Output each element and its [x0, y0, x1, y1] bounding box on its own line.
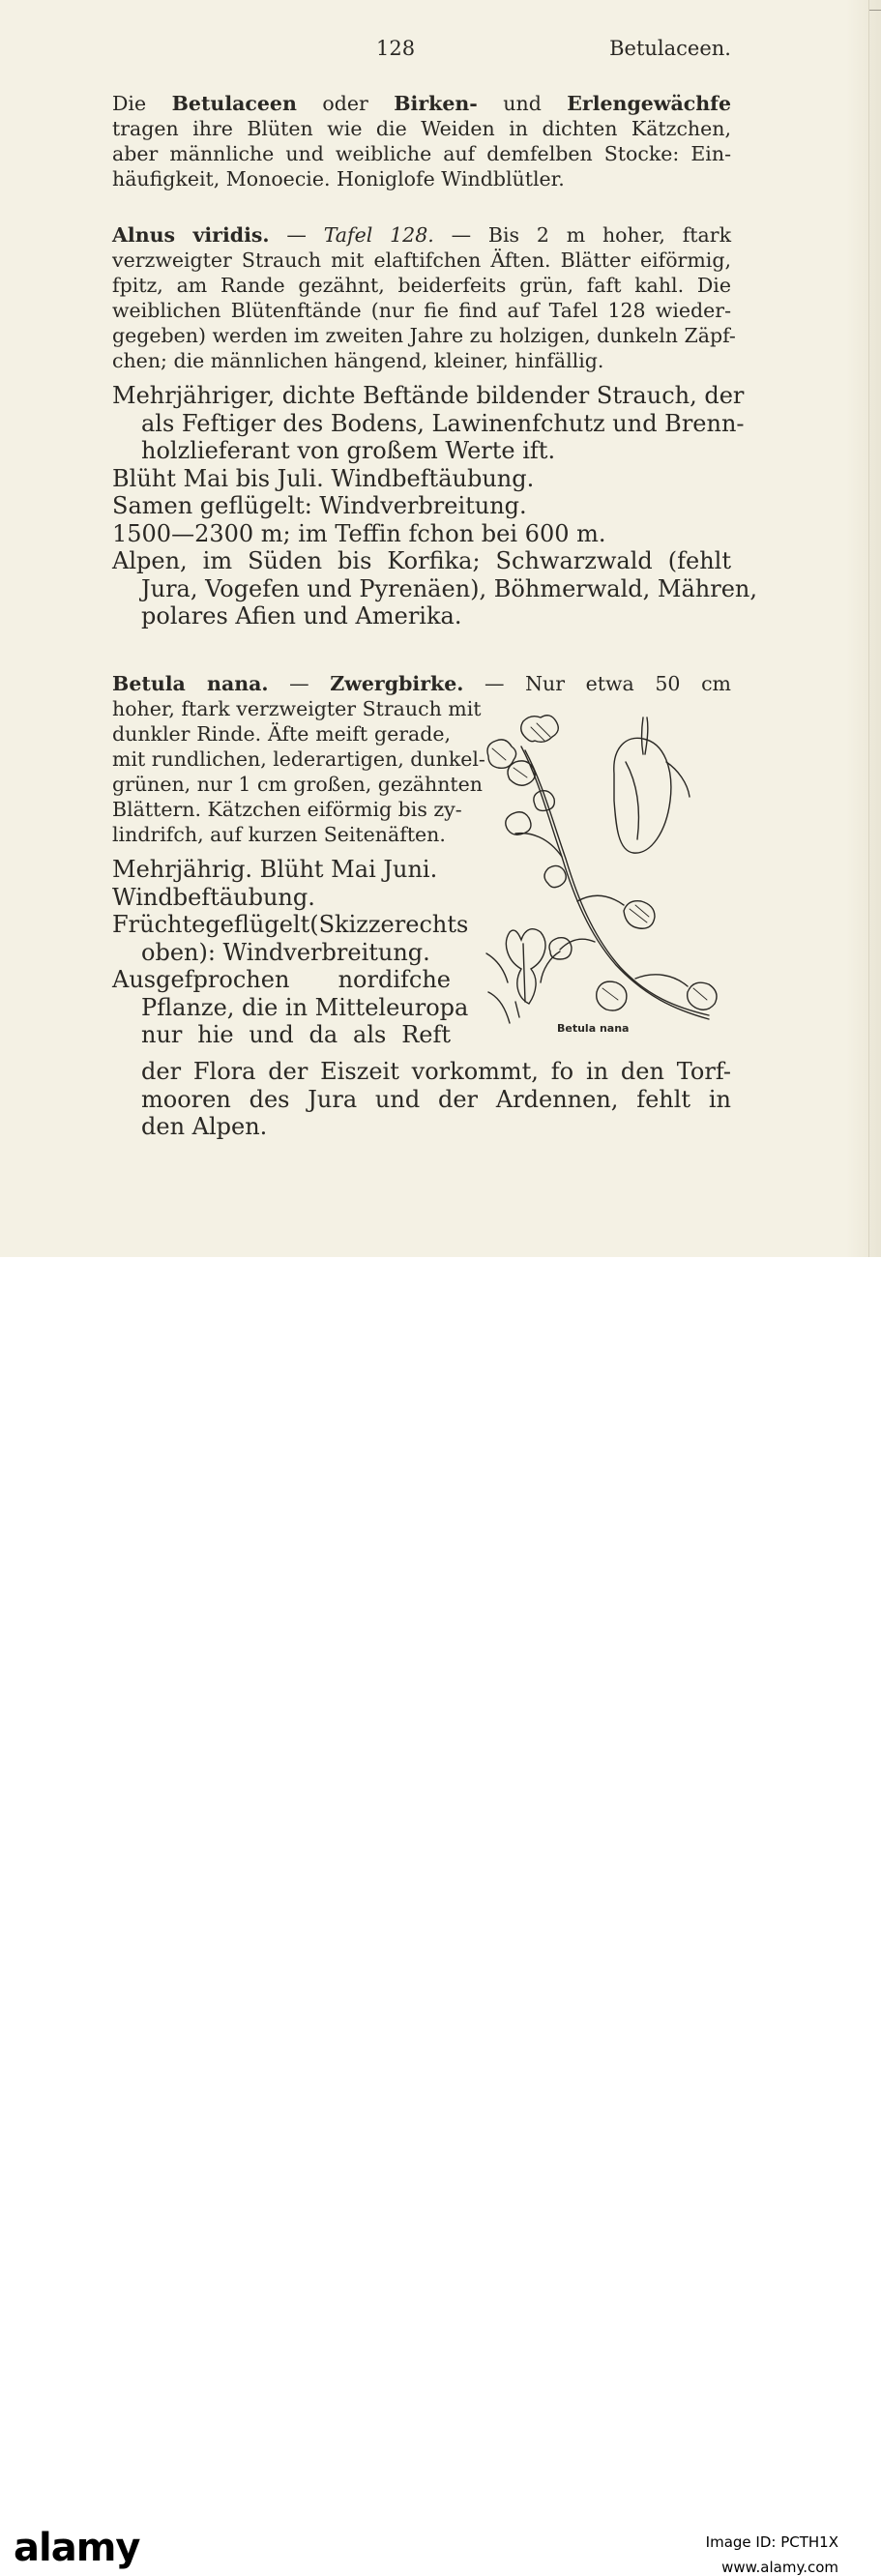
alnus-note-line: 1500—2300 m; im Teffin fchon bei 600 m. [112, 519, 606, 547]
scanned-page [0, 0, 881, 1257]
image-id: Image ID: PCTH1X [705, 2533, 838, 2551]
alnus-description [112, 222, 736, 373]
alnus-description-line: weiblichen Blütenftände (nur fie find auf Tafel 128 wieder- [112, 299, 731, 322]
betula-description-line: grünen, nur 1 cm großen, gezähnten [112, 773, 483, 796]
page-header [112, 37, 731, 66]
intro-line: Die Betulaceen oder Birken- und Erlengewächfe [112, 92, 731, 115]
watermark-url: www.alamy.com [721, 2559, 838, 2576]
alnus-note-line: Blüht Mai bis Juli. Windbeftäubung. [112, 464, 535, 492]
running-title: Betulaceen. [609, 37, 731, 60]
intro-line: häufigkeit, Monoecie. Honiglofe Windblütler. [112, 167, 565, 190]
intro-line: tragen ihre Blüten wie die Weiden in dichten Kätzchen, [112, 117, 731, 140]
alnus-notes [112, 382, 757, 630]
betula-heading-line: Betula nana. — Zwergbirke. — Nur etwa 50 cm [112, 672, 731, 695]
alnus-note-line: Alpen, im Süden bis Korfika; Schwarzwald (fehlt [112, 547, 731, 574]
alamy-logo: alamy [14, 2526, 140, 2570]
betula-note-line: Ausgefprochen nordifche [112, 966, 451, 993]
betula-description-line: hoher, ftark verzweigter Strauch mit [112, 697, 482, 720]
intro-line: aber männliche und weibliche auf demfelben Stocke: Ein- [112, 142, 731, 165]
betula-note-line: oben): Windverbreitung. [141, 938, 430, 966]
betula-description-line: Blättern. Kätzchen eiförmig bis zy- [112, 798, 462, 821]
betula-notes [112, 856, 469, 1049]
betula-description [112, 696, 485, 847]
alnus-note-line: holzlieferant von großem Werte ift. [141, 437, 556, 464]
betula-note-line: nur hie und da als Reft [141, 1021, 451, 1048]
alnus-description-line: Alnus viridis. — Tafel 128. — Bis 2 m hoher, ftark [112, 223, 731, 247]
alnus-description-line: fpitz, am Rande gezähnt, beiderfeits grün, faft kahl. Die [112, 274, 731, 297]
figure-caption: Betula nana [557, 1022, 630, 1035]
betula-note-line: Pflanze, die in Mitteleuropa [141, 993, 469, 1021]
watermark-bar [0, 1257, 881, 2576]
page-edge [846, 0, 881, 1257]
betula-note-line: Mehrjährig. Blüht Mai Juni. [112, 856, 438, 883]
betula-note-line: Früchtegeflügelt(Skizzerechts [112, 911, 469, 938]
intro-paragraph [112, 91, 731, 191]
betula-description-line: mit rundlichen, lederartigen, dunkel- [112, 747, 485, 771]
alnus-note-line: polares Afien und Amerika. [141, 602, 462, 629]
betula-note-line: der Flora der Eiszeit vorkommt, fo in den Torf- [141, 1058, 731, 1085]
alnus-description-line: gegeben) werden im zweiten Jahre zu holzigen, dunkeln Zäpf- [112, 324, 736, 347]
betula-note-line: Windbeftäubung. [112, 883, 315, 911]
alnus-note-line: als Feftiger des Bodens, Lawinenfchutz und Brenn- [141, 409, 745, 437]
alnus-description-line: chen; die männlichen hängend, kleiner, hinfällig. [112, 349, 604, 372]
alnus-description-line: verzweigter Strauch mit elaftifchen Äften. Blätter eiförmig, [112, 249, 731, 272]
alnus-note-line: Jura, Vogefen und Pyrenäen), Böhmerwald, Mähren, [141, 574, 757, 602]
alnus-note-line: Mehrjähriger, dichte Beftände bildender Strauch, der [112, 382, 745, 409]
betula-description-line: dunkler Rinde. Äfte meift gerade, [112, 722, 451, 746]
betula-note-line: mooren des Jura und der Ardennen, fehlt in [141, 1085, 731, 1113]
betula-heading [112, 671, 731, 696]
betula-description-line: lindrifch, auf kurzen Seitenäften. [112, 823, 446, 846]
page-number: 128 [376, 37, 416, 60]
betula-nana-illustration [481, 712, 734, 1040]
betula-notes-continued [112, 1058, 731, 1141]
betula-note-line: den Alpen. [141, 1113, 268, 1140]
alnus-note-line: Samen geflügelt: Windverbreitung. [112, 492, 527, 519]
